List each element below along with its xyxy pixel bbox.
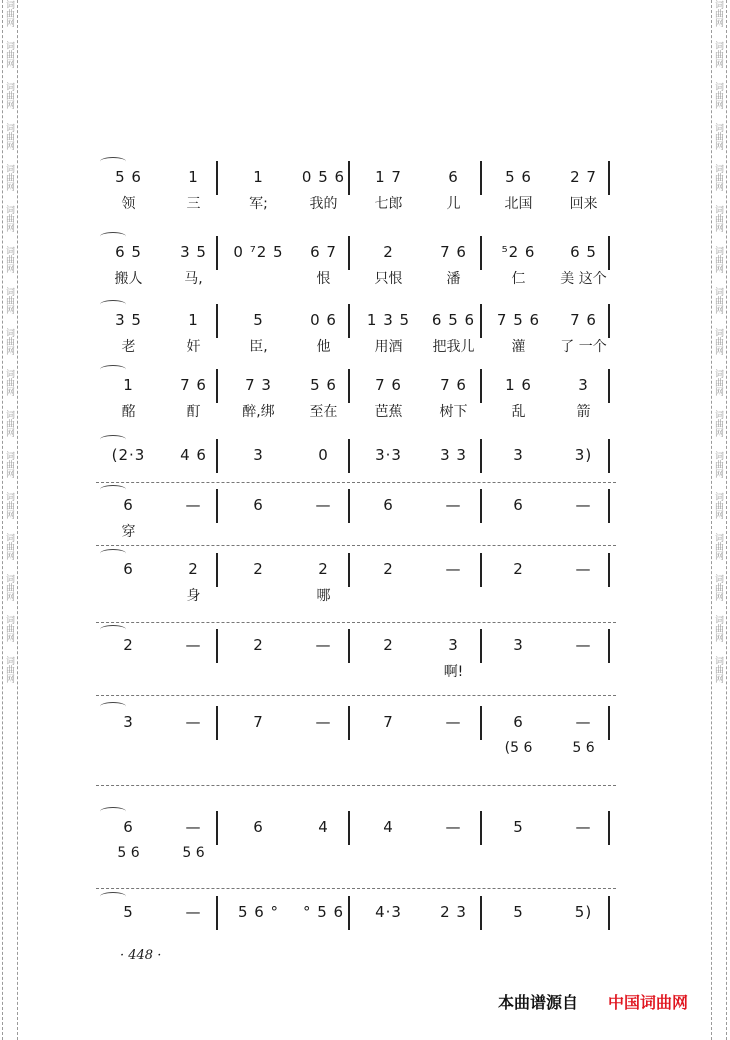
note-group: 1 3 5	[366, 311, 411, 329]
watermark-text: 词曲网	[713, 123, 723, 150]
watermark-text: 词曲网	[713, 574, 723, 601]
bar-line	[348, 369, 350, 403]
lyric-syllable: 了 一个	[560, 339, 607, 355]
bar-line	[216, 369, 218, 403]
slur-mark	[100, 807, 126, 816]
bar-line	[608, 553, 610, 587]
score-row	[96, 557, 616, 604]
bar-line	[480, 369, 482, 403]
bar-line	[216, 811, 218, 845]
note-group: 0 ⁷2 5	[233, 243, 284, 261]
watermark-text: 词曲网	[4, 164, 14, 191]
note-group: 6	[123, 496, 134, 514]
watermark-text: 词曲网	[713, 369, 723, 396]
note-group: 6 5	[570, 243, 597, 261]
bar-line	[348, 439, 350, 473]
note-group: 5)	[574, 903, 593, 921]
bar-line	[608, 161, 610, 195]
watermark-text: 词曲网	[713, 451, 723, 478]
note-group: 7 6	[440, 376, 467, 394]
bar-line	[608, 304, 610, 338]
watermark-text: 词曲网	[4, 246, 14, 273]
lyric-line	[96, 843, 616, 863]
note-group: —	[185, 713, 202, 731]
bar-line	[216, 439, 218, 473]
lyric-syllable: 酩	[121, 404, 136, 420]
watermark-text: 词曲网	[4, 615, 14, 642]
bar-line	[348, 629, 350, 663]
note-group: 2	[318, 560, 329, 578]
watermark-text: 词曲网	[4, 41, 14, 68]
note-group: 3	[513, 636, 524, 654]
note-group: 7 6	[570, 311, 597, 329]
bar-line	[216, 236, 218, 270]
lyric-syllable: 用酒	[374, 339, 403, 355]
watermark-text: 词曲网	[713, 205, 723, 232]
note-group: 3	[253, 446, 264, 464]
lyric-syllable: 5 6	[117, 845, 140, 861]
bar-line	[216, 706, 218, 740]
note-group: 7 6	[375, 376, 402, 394]
lyric-syllable: 穿	[121, 524, 136, 540]
note-group: 4	[383, 818, 394, 836]
lyric-syllable: 军;	[249, 196, 268, 212]
watermark-text: 词曲网	[4, 492, 14, 519]
dashed-tie-line	[96, 888, 616, 889]
watermark-text: 词曲网	[713, 615, 723, 642]
note-group: 7 6	[180, 376, 207, 394]
lyric-line	[96, 268, 616, 288]
note-group: —	[575, 560, 592, 578]
bar-line	[480, 161, 482, 195]
note-group: —	[185, 636, 202, 654]
lyric-line	[96, 585, 616, 605]
bar-line	[348, 161, 350, 195]
note-line	[96, 815, 616, 839]
note-group: 7 5 6	[496, 311, 541, 329]
lyric-syllable: 啊!	[443, 664, 464, 680]
lyric-syllable: 美 这个	[560, 271, 607, 287]
lyric-syllable: 哪	[316, 588, 331, 604]
watermark-text: 词曲网	[713, 82, 723, 109]
note-group: 6	[383, 496, 394, 514]
note-group: —	[185, 496, 202, 514]
note-group: —	[575, 496, 592, 514]
bar-line	[216, 489, 218, 523]
note-group: 2	[253, 560, 264, 578]
note-group: 3	[578, 376, 589, 394]
lyric-syllable: 乱	[511, 404, 526, 420]
bar-line	[480, 896, 482, 930]
bar-line	[608, 896, 610, 930]
lyric-syllable: 儿	[446, 196, 461, 212]
lyric-syllable: 5 6	[572, 740, 595, 756]
note-group: —	[185, 818, 202, 836]
lyric-syllable: 马,	[184, 271, 203, 287]
note-group: 5 6	[505, 168, 532, 186]
note-line	[96, 240, 616, 264]
note-group: 2	[123, 636, 134, 654]
bar-line	[608, 439, 610, 473]
lyric-syllable: 身	[186, 588, 201, 604]
note-group: 2	[253, 636, 264, 654]
watermark-text: 词曲网	[4, 0, 14, 27]
bar-line	[480, 811, 482, 845]
note-group: 4 6	[180, 446, 207, 464]
lyric-syllable: 灌	[511, 339, 526, 355]
note-group: 1	[123, 376, 134, 394]
note-group: 2	[188, 560, 199, 578]
watermark-text: 词曲网	[713, 41, 723, 68]
bar-line	[216, 553, 218, 587]
lyric-syllable: 领	[121, 196, 136, 212]
note-group: 6 5	[115, 243, 142, 261]
lyric-syllable: 奸	[186, 339, 201, 355]
note-group: 6	[123, 818, 134, 836]
note-group: 3	[448, 636, 459, 654]
lyric-line	[96, 193, 616, 213]
watermark-text: 词曲网	[4, 287, 14, 314]
note-group: 5 6 °	[237, 903, 280, 921]
lyric-syllable: 仁	[511, 271, 526, 287]
note-line	[96, 493, 616, 517]
note-group: 6	[448, 168, 459, 186]
watermark-text: 词曲网	[4, 328, 14, 355]
bar-line	[348, 811, 350, 845]
note-group: 2 7	[570, 168, 597, 186]
watermark-text: 词曲网	[713, 656, 723, 683]
note-group: —	[445, 496, 462, 514]
lyric-line	[96, 928, 616, 948]
note-group: 3	[123, 713, 134, 731]
watermark-text: 词曲网	[713, 246, 723, 273]
score-row	[96, 443, 616, 483]
note-line	[96, 557, 616, 581]
lyric-syllable: 酊	[186, 404, 201, 420]
bar-line	[480, 629, 482, 663]
dashed-tie-line	[96, 482, 616, 483]
slur-mark	[100, 485, 126, 494]
note-group: 3 3	[440, 446, 467, 464]
slur-mark	[100, 232, 126, 241]
note-group: 3	[513, 446, 524, 464]
watermark-text: 词曲网	[713, 287, 723, 314]
lyric-syllable: 回来	[569, 196, 598, 212]
note-group: 1 7	[375, 168, 402, 186]
source-label: 本曲谱源自	[498, 993, 579, 1012]
lyric-syllable: 芭蕉	[374, 404, 403, 420]
bar-line	[480, 553, 482, 587]
note-group: —	[575, 636, 592, 654]
lyric-syllable: 5 6	[182, 845, 205, 861]
watermark-text: 词曲网	[4, 369, 14, 396]
watermark-text: 词曲网	[4, 533, 14, 560]
bar-line	[216, 629, 218, 663]
lyric-syllable: 箭	[576, 404, 591, 420]
note-group: 4·3	[375, 903, 402, 921]
note-group: 7 6	[440, 243, 467, 261]
note-group: (2·3	[111, 446, 146, 464]
note-group: —	[445, 713, 462, 731]
lyric-syllable: 我的	[309, 196, 338, 212]
lyric-syllable: 臣,	[249, 339, 268, 355]
note-group: 2 3	[440, 903, 467, 921]
note-group: 6	[513, 713, 524, 731]
lyric-syllable: (5 6	[504, 740, 533, 756]
lyric-syllable: 只恨	[374, 271, 403, 287]
score-row	[96, 900, 616, 940]
note-group: 5	[253, 311, 264, 329]
score-row	[96, 165, 616, 212]
score-row	[96, 240, 616, 287]
slur-mark	[100, 549, 126, 558]
bar-line	[348, 896, 350, 930]
lyric-syllable: 把我儿	[432, 339, 475, 355]
score-row	[96, 815, 616, 861]
note-group: 2	[383, 560, 394, 578]
note-group: 6 7	[310, 243, 337, 261]
lyric-syllable: 三	[186, 196, 201, 212]
note-group: 6 5 6	[431, 311, 476, 329]
watermark-text: 词曲网	[4, 656, 14, 683]
note-group: ° 5 6	[302, 903, 345, 921]
note-group: —	[445, 560, 462, 578]
note-group: —	[315, 636, 332, 654]
note-group: 2	[513, 560, 524, 578]
note-group: 7 3	[245, 376, 272, 394]
dashed-tie-line	[96, 622, 616, 623]
lyric-syllable: 搬人	[114, 271, 143, 287]
note-group: 4	[318, 818, 329, 836]
slur-mark	[100, 892, 126, 901]
bar-line	[480, 304, 482, 338]
score-row	[96, 493, 616, 540]
note-group: 3 5	[115, 311, 142, 329]
lyric-line	[96, 336, 616, 356]
note-group: 5	[513, 818, 524, 836]
dashed-tie-line	[96, 695, 616, 696]
slur-mark	[100, 625, 126, 634]
note-group: —	[315, 496, 332, 514]
note-group: 1	[188, 168, 199, 186]
bar-line	[348, 304, 350, 338]
bar-line	[480, 236, 482, 270]
bar-line	[480, 439, 482, 473]
dashed-tie-line	[96, 785, 616, 786]
bar-line	[608, 811, 610, 845]
lyric-syllable: 老	[121, 339, 136, 355]
note-line	[96, 900, 616, 924]
dashed-tie-line	[96, 545, 616, 546]
note-group: 0	[318, 446, 329, 464]
note-group: 3)	[574, 446, 593, 464]
score-row	[96, 633, 616, 680]
left-watermark-column	[2, 0, 18, 1040]
note-line	[96, 710, 616, 734]
watermark-text: 词曲网	[4, 410, 14, 437]
note-group: 2	[383, 243, 394, 261]
note-group: —	[575, 713, 592, 731]
lyric-syllable: 恨	[316, 271, 331, 287]
bar-line	[608, 706, 610, 740]
lyric-line	[96, 521, 616, 541]
page-number: · 448 ·	[120, 948, 162, 963]
slur-mark	[100, 157, 126, 166]
note-line	[96, 633, 616, 657]
lyric-syllable: 他	[316, 339, 331, 355]
note-group: 3·3	[375, 446, 402, 464]
note-line	[96, 373, 616, 397]
score-row	[96, 373, 616, 420]
note-line	[96, 443, 616, 467]
watermark-text: 词曲网	[4, 574, 14, 601]
note-group: —	[575, 818, 592, 836]
bar-line	[348, 553, 350, 587]
right-watermark-column	[711, 0, 727, 1040]
bar-line	[480, 489, 482, 523]
bar-line	[608, 236, 610, 270]
watermark-text: 词曲网	[713, 492, 723, 519]
note-group: ⁵2 6	[501, 243, 536, 261]
watermark-text: 词曲网	[4, 205, 14, 232]
note-group: 7	[383, 713, 394, 731]
watermark-text: 词曲网	[713, 0, 723, 27]
note-group: 1	[253, 168, 264, 186]
watermark-text: 词曲网	[713, 164, 723, 191]
note-group: 1 6	[505, 376, 532, 394]
bar-line	[608, 369, 610, 403]
note-group: 6	[123, 560, 134, 578]
note-group: —	[185, 903, 202, 921]
note-group: 6	[253, 818, 264, 836]
slur-mark	[100, 365, 126, 374]
lyric-syllable: 至在	[309, 404, 338, 420]
note-line	[96, 165, 616, 189]
bar-line	[608, 629, 610, 663]
watermark-text: 词曲网	[4, 123, 14, 150]
note-group: 2	[383, 636, 394, 654]
note-line	[96, 308, 616, 332]
watermark-text: 词曲网	[713, 410, 723, 437]
lyric-line	[96, 661, 616, 681]
bar-line	[216, 304, 218, 338]
bar-line	[348, 706, 350, 740]
site-name-link[interactable]: 中国词曲网	[608, 993, 689, 1012]
slur-mark	[100, 702, 126, 711]
slur-mark	[100, 300, 126, 309]
bar-line	[480, 706, 482, 740]
note-group: 1	[188, 311, 199, 329]
watermark-text: 词曲网	[713, 533, 723, 560]
note-group: 6	[253, 496, 264, 514]
note-group: 5	[123, 903, 134, 921]
note-group: 5 6	[310, 376, 337, 394]
slur-mark	[100, 435, 126, 444]
score-row	[96, 710, 616, 756]
bar-line	[216, 161, 218, 195]
lyric-syllable: 北国	[504, 196, 533, 212]
note-group: 5	[513, 903, 524, 921]
lyric-syllable: 醉,绑	[242, 404, 275, 420]
lyric-line	[96, 471, 616, 491]
lyric-line	[96, 401, 616, 421]
score-row	[96, 308, 616, 355]
note-group: —	[315, 713, 332, 731]
bar-line	[348, 489, 350, 523]
lyric-syllable: 潘	[446, 271, 461, 287]
lyric-syllable: 七郎	[374, 196, 403, 212]
note-group: 0 6	[310, 311, 337, 329]
note-group: 6	[513, 496, 524, 514]
bar-line	[348, 236, 350, 270]
watermark-text: 词曲网	[713, 328, 723, 355]
watermark-text: 词曲网	[4, 451, 14, 478]
note-group: 7	[253, 713, 264, 731]
note-group: —	[445, 818, 462, 836]
note-group: 5 6	[115, 168, 142, 186]
bar-line	[608, 489, 610, 523]
bar-line	[216, 896, 218, 930]
note-group: 3 5	[180, 243, 207, 261]
lyric-line	[96, 738, 616, 758]
lyric-syllable: 树下	[439, 404, 468, 420]
watermark-text: 词曲网	[4, 82, 14, 109]
note-group: 0 5 6	[301, 168, 346, 186]
